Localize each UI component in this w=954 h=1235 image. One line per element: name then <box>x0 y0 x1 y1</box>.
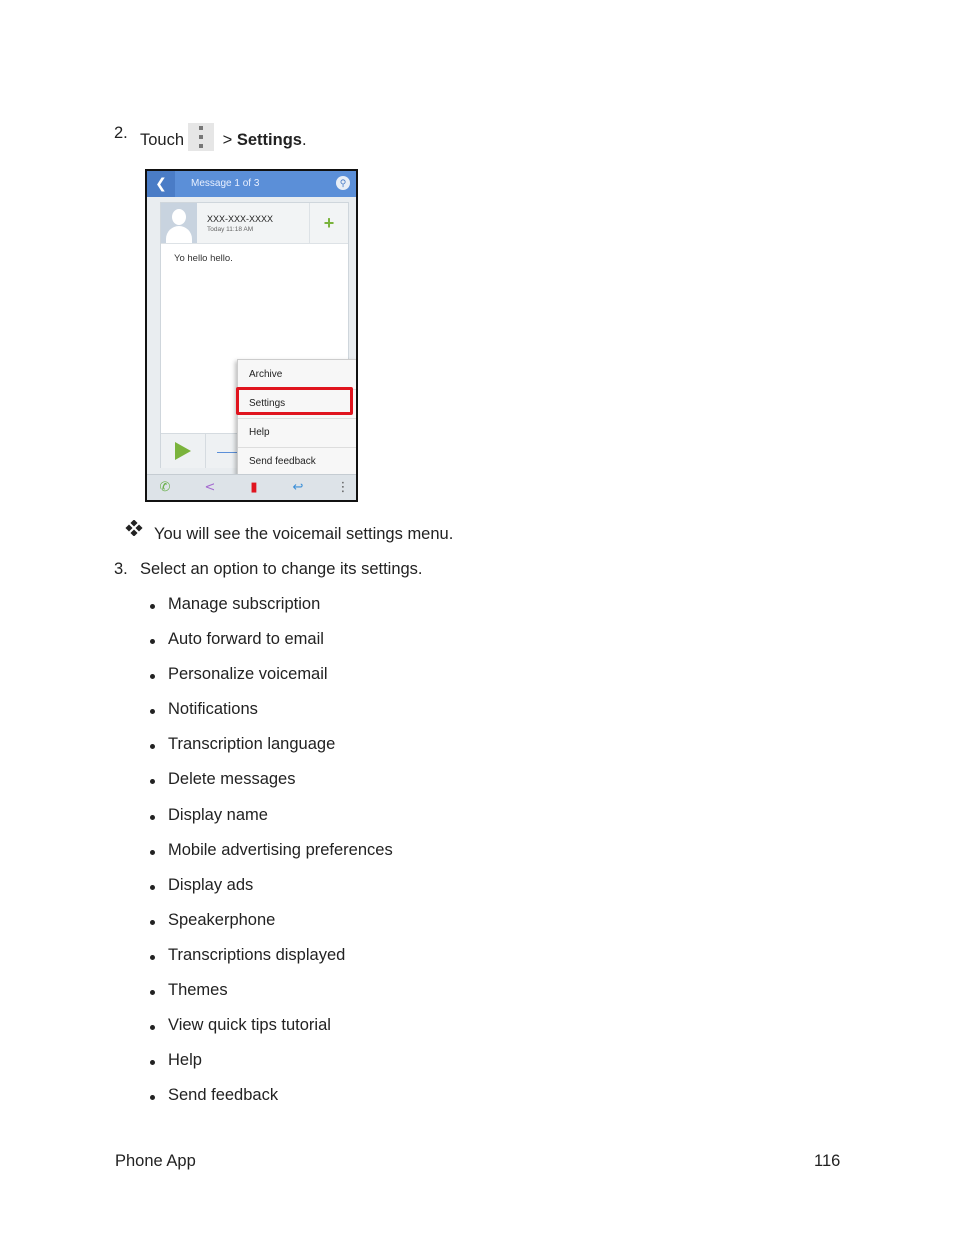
list-item: Speakerphone <box>168 911 276 929</box>
step-3-instruction: Select an option to change its settings. <box>140 560 423 578</box>
bullet-icon <box>150 709 155 714</box>
step-2-number: 2. <box>114 124 128 142</box>
bottom-toolbar <box>147 474 356 500</box>
add-contact-icon[interactable]: + <box>309 203 348 243</box>
list-item: Display ads <box>168 876 254 894</box>
play-icon[interactable] <box>175 442 191 460</box>
list-item: Themes <box>168 981 228 999</box>
phone-screen <box>147 171 356 500</box>
bullet-icon <box>150 744 155 749</box>
menu-item-help[interactable] <box>238 418 356 448</box>
bullet-icon <box>150 815 155 820</box>
list-item: Delete messages <box>168 770 296 788</box>
top-bar <box>147 171 356 197</box>
message-text: Yo hello hello. <box>174 253 233 264</box>
list-item: Send feedback <box>168 1086 279 1104</box>
bullet-icon <box>150 604 155 609</box>
list-item: Auto forward to email <box>168 630 324 648</box>
bullet-icon <box>150 1095 155 1100</box>
more-options-icon <box>188 123 214 151</box>
overflow-menu-icon[interactable]: ⋮ <box>336 480 350 495</box>
list-item: Transcriptions displayed <box>168 946 346 964</box>
search-icon[interactable]: ⚲ <box>336 176 350 190</box>
voicemail-screenshot <box>145 169 358 502</box>
step-2-touch-word: Touch <box>140 131 185 149</box>
share-icon[interactable]: < <box>204 480 216 495</box>
bullet-icon <box>150 779 155 784</box>
reply-icon[interactable]: ↩ <box>292 480 304 495</box>
result-note: You will see the voicemail settings menu. <box>154 525 454 543</box>
bullet-icon <box>150 850 155 855</box>
back-arrow-icon[interactable]: ❮ <box>147 171 175 197</box>
bullet-icon <box>150 885 155 890</box>
bullet-icon <box>150 990 155 995</box>
list-item: Display name <box>168 806 268 824</box>
diamond-bullet-icon <box>125 520 143 536</box>
contact-header <box>161 203 348 244</box>
menu-item-label: Settings <box>249 398 286 409</box>
list-item: Manage subscription <box>168 595 321 613</box>
bullet-icon <box>150 1025 155 1030</box>
step-2-instruction <box>140 123 307 151</box>
menu-item-label: Help <box>249 427 270 438</box>
options-menu <box>237 359 356 477</box>
bullet-icon <box>150 639 155 644</box>
avatar <box>161 203 197 243</box>
list-item: Transcription language <box>168 735 336 753</box>
contact-number: XXX-XXX-XXXX <box>207 214 274 224</box>
delete-icon[interactable]: ▮ <box>250 480 258 495</box>
message-time: Today 11:18 AM <box>207 226 254 233</box>
step-2-separator: > <box>222 131 233 149</box>
page-number: 116 <box>814 1152 841 1170</box>
menu-item-send-feedback[interactable] <box>238 447 356 476</box>
bullet-icon <box>150 674 155 679</box>
bullet-icon <box>150 955 155 960</box>
step-3-number: 3. <box>114 560 128 578</box>
list-item: Mobile advertising preferences <box>168 841 393 859</box>
menu-item-label: Archive <box>249 369 283 380</box>
step-2-target: Settings <box>236 131 302 149</box>
bullet-icon <box>150 1060 155 1065</box>
bullet-icon <box>150 920 155 925</box>
list-item: View quick tips tutorial <box>168 1016 331 1034</box>
menu-item-label: Send feedback <box>249 456 316 467</box>
list-item: Personalize voicemail <box>168 665 328 683</box>
list-item: Notifications <box>168 700 258 718</box>
call-icon[interactable]: ✆ <box>159 480 171 495</box>
message-counter: Message 1 of 3 <box>191 178 260 189</box>
step-2-period: . <box>301 131 307 149</box>
list-item: Help <box>168 1051 202 1069</box>
settings-highlight-box <box>236 387 353 415</box>
menu-item-archive[interactable] <box>238 360 356 390</box>
footer-section: Phone App <box>115 1152 196 1170</box>
